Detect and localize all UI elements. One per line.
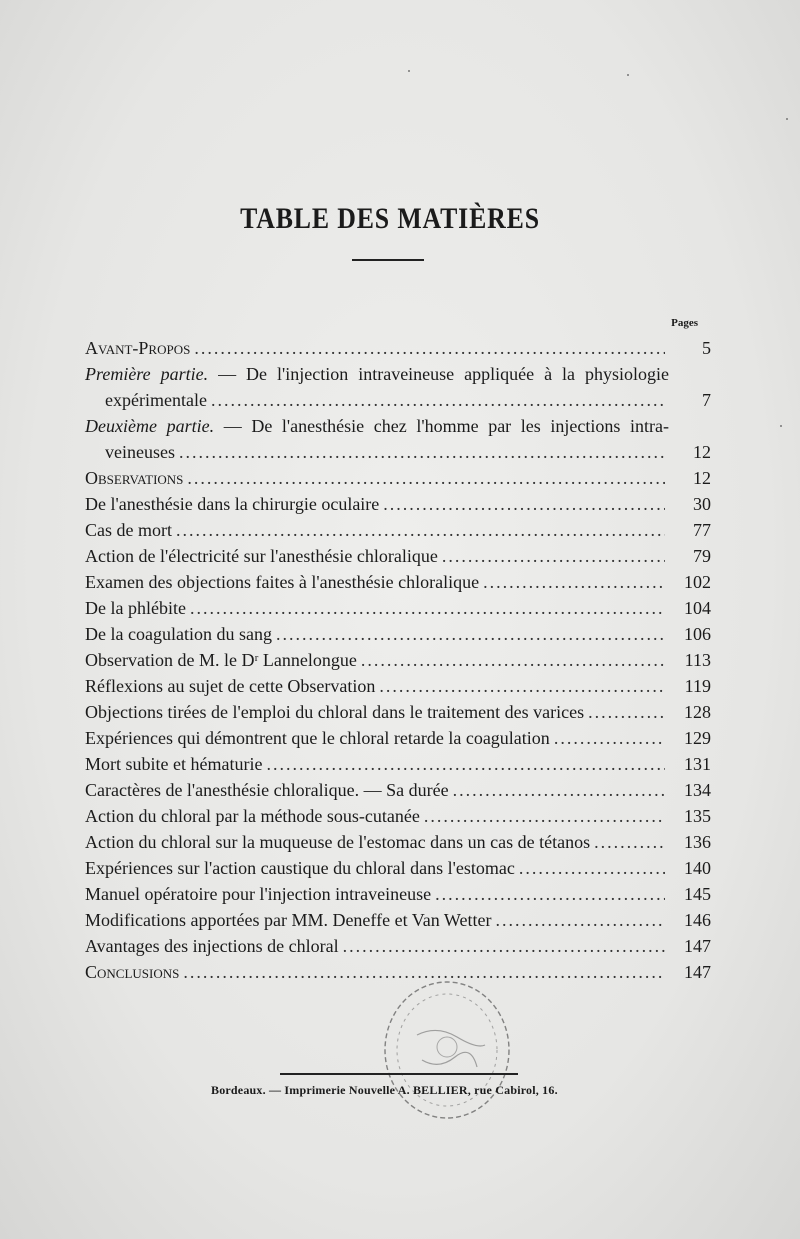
toc-entry-label: Expériences sur l'action caustique du chloral dans l'estomac — [85, 858, 515, 878]
toc-entry-page: 145 — [684, 884, 711, 904]
leader-dots — [495, 907, 665, 933]
toc-entry — [85, 543, 711, 569]
toc-entry-page: 136 — [684, 832, 711, 852]
leader-dots — [211, 387, 665, 413]
toc-entry-page: 104 — [684, 598, 711, 618]
toc-entry-page: 135 — [684, 806, 711, 826]
toc-entry-page: 146 — [684, 910, 711, 930]
leader-dots — [483, 569, 665, 595]
toc-entry-label: Avant-Propos — [85, 338, 191, 358]
toc-entry-page: 131 — [684, 754, 711, 774]
toc-entry — [85, 361, 711, 413]
toc-entry-page: 30 — [693, 494, 711, 514]
toc-entry-page: 106 — [684, 624, 711, 644]
toc-entry-page: 113 — [684, 650, 711, 670]
leader-dots — [519, 855, 665, 881]
toc-entry — [85, 491, 711, 517]
leader-dots — [554, 725, 665, 751]
toc-entry — [85, 829, 711, 855]
toc-entry — [85, 751, 711, 777]
toc-entry — [85, 569, 711, 595]
leader-dots — [343, 933, 665, 959]
toc-entry — [85, 517, 711, 543]
leader-dots — [435, 881, 665, 907]
toc-entry — [85, 725, 711, 751]
printer-imprint: Bordeaux. — Imprimerie Nouvelle A. BELLIER, rue Cabirol, 16. — [211, 1083, 558, 1097]
page-title: TABLE DES MATIÈRES — [240, 202, 540, 235]
toc-entry — [85, 621, 711, 647]
toc-entry-label: Action de l'électricité sur l'anesthésie chloralique — [85, 546, 438, 566]
toc-entry-label-cont: veineuses — [105, 442, 175, 462]
toc-entry-page: 134 — [684, 780, 711, 800]
toc-entry-first-line — [85, 361, 711, 387]
toc-entry-label: Observations — [85, 468, 184, 488]
leader-dots — [594, 829, 665, 855]
toc-entry-page: 128 — [684, 702, 711, 722]
toc-entry-page: 77 — [693, 520, 711, 540]
leader-dots — [588, 699, 665, 725]
toc-entry — [85, 595, 711, 621]
toc-entry-label: — De l'injection intraveineuse appliquée à la physiologie — [208, 364, 669, 384]
toc-entry — [85, 647, 711, 673]
toc-entry — [85, 855, 711, 881]
toc-entry — [85, 803, 711, 829]
toc-entry-label: Modifications apportées par MM. Deneffe et Van Wetter — [85, 910, 492, 930]
leader-dots — [424, 803, 665, 829]
leader-dots — [379, 673, 665, 699]
toc-entry-page: 140 — [684, 858, 711, 878]
toc-entry-continuation — [85, 439, 711, 465]
toc-entry-label: De l'anesthésie dans la chirurgie oculaire — [85, 494, 380, 514]
toc-entry-label: Caractères de l'anesthésie chloralique. — Sa durée — [85, 780, 449, 800]
toc-entry — [85, 777, 711, 803]
toc-entry — [85, 699, 711, 725]
toc-entry-page: 119 — [684, 676, 711, 696]
toc-entry-label: Mort subite et hématurie — [85, 754, 263, 774]
toc-entry-label: Objections tirées de l'emploi du chloral dans le traitement des varices — [85, 702, 585, 722]
pages-column-label: Pages — [671, 317, 698, 329]
leader-dots — [442, 543, 665, 569]
toc-entry-label: Cas de mort — [85, 520, 172, 540]
title-rule — [352, 259, 424, 261]
toc-entry-page: 12 — [693, 468, 711, 488]
leader-dots — [361, 647, 665, 673]
leader-dots — [276, 621, 665, 647]
toc-entry-label: Conclusions — [85, 962, 180, 982]
leader-dots — [187, 465, 665, 491]
toc-entry — [85, 933, 711, 959]
leader-dots — [176, 517, 665, 543]
toc-entry — [85, 907, 711, 933]
toc-entry-page: 147 — [684, 962, 711, 982]
toc-entry-label: Manuel opératoire pour l'injection intraveineuse — [85, 884, 432, 904]
leader-dots — [179, 439, 665, 465]
toc-entry — [85, 881, 711, 907]
toc-entry-page: 79 — [693, 546, 711, 566]
leader-dots — [194, 335, 665, 361]
toc-entry-label: De la coagulation du sang — [85, 624, 272, 644]
toc-entry — [85, 413, 711, 465]
toc-entry-label: Action du chloral sur la muqueuse de l'estomac dans un cas de tétanos — [85, 832, 591, 852]
toc-entry-label: Avantages des injections de chloral — [85, 936, 339, 956]
imprint-rule — [280, 1073, 518, 1075]
toc-entry-page: 147 — [684, 936, 711, 956]
toc-entry-page: 102 — [684, 572, 711, 592]
toc-entry-first-line — [85, 413, 711, 439]
toc-entry — [85, 673, 711, 699]
leader-dots — [266, 751, 665, 777]
toc-entry-page: 5 — [702, 338, 711, 358]
toc-entry-label: — De l'anesthésie chez l'homme par les injections intra- — [214, 416, 669, 436]
leader-dots — [383, 491, 665, 517]
toc-entry-label: Action du chloral par la méthode sous-cutanée — [85, 806, 420, 826]
toc-entry-label: Examen des objections faites à l'anesthésie chloralique — [85, 572, 480, 592]
toc-entry-label: Expériences qui démontrent que le chloral retarde la coagulation — [85, 728, 550, 748]
library-stamp-icon — [377, 975, 517, 1125]
toc-entry — [85, 465, 711, 491]
leader-dots — [190, 595, 665, 621]
toc-entry — [85, 335, 711, 361]
table-of-contents — [85, 335, 711, 985]
toc-entry-label-cont: expérimentale — [105, 390, 207, 410]
leader-dots — [453, 777, 665, 803]
toc-entry-part-label: Première partie. — [85, 364, 209, 384]
toc-entry-page: 12 — [693, 442, 711, 462]
toc-entry-page: 7 — [702, 390, 711, 410]
toc-entry-label: Observation de M. le Dʳ Lannelongue — [85, 650, 357, 670]
toc-entry-page: 129 — [684, 728, 711, 748]
toc-entry-label: Réflexions au sujet de cette Observation — [85, 676, 376, 696]
toc-entry-part-label: Deuxième partie. — [85, 416, 215, 436]
toc-entry-continuation — [85, 387, 711, 413]
toc-entry-label: De la phlébite — [85, 598, 186, 618]
